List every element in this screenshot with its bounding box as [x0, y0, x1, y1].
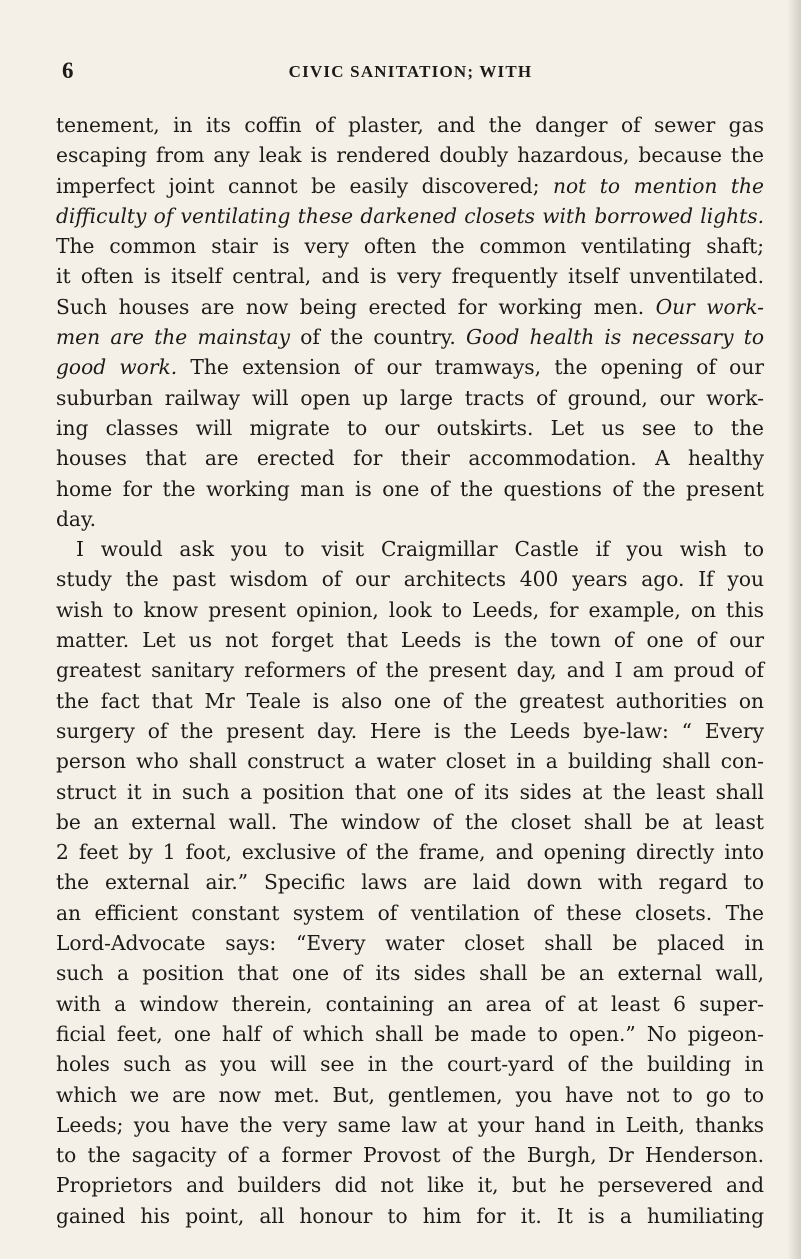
- text-run: surgery of the present day. Here is the Leeds bye-law: “ Every: [56, 718, 764, 743]
- text-line: [56, 867, 764, 897]
- text-line: [56, 1140, 764, 1170]
- text-line: [56, 686, 764, 716]
- text-line: [56, 110, 764, 140]
- text-line: [56, 807, 764, 837]
- text-line: [56, 777, 764, 807]
- text-run: Proprietors and builders did not like it, but he persevered and: [56, 1173, 764, 1198]
- text-line: [56, 534, 764, 564]
- text-run: escaping from any leak is rendered doubly hazardous, because the: [56, 143, 764, 168]
- body-text: [56, 110, 764, 1231]
- text-run: Such houses are now being erected for working men.: [56, 294, 656, 319]
- text-line: [56, 1080, 764, 1110]
- text-run: day.: [56, 506, 97, 531]
- text-line: [56, 231, 764, 261]
- text-line: [56, 140, 764, 170]
- text-run: the fact that Mr Teale is also one of the greatest authorities on: [56, 688, 764, 713]
- text-line: [56, 474, 764, 504]
- text-run: person who shall construct a water closet in a building shall con-: [56, 749, 764, 774]
- text-line: [56, 989, 764, 1019]
- text-run: The extension of our tramways, the opening of our: [177, 355, 764, 380]
- italic-run: Good health is necessary to: [466, 325, 764, 350]
- text-line: [56, 352, 764, 382]
- text-run: struct it in such a position that one of its sides at the least shall: [56, 779, 764, 804]
- italic-run: not to mention the: [553, 173, 764, 198]
- text-line: [56, 1019, 764, 1049]
- text-run: to the sagacity of a former Provost of the Burgh, Dr Henderson.: [56, 1143, 764, 1168]
- text-run: Leeds; you have the very same law at your hand in Leith, thanks: [56, 1112, 764, 1137]
- text-run: ficial feet, one half of which shall be made to open.” No pigeon-: [56, 1021, 764, 1046]
- page-number: 6: [62, 58, 74, 83]
- text-run: the external air.” Specific laws are laid down with regard to: [56, 870, 764, 895]
- text-run: study the past wisdom of our architects 400 years ago. If you: [56, 567, 764, 592]
- italic-run: men are the mainstay: [56, 325, 291, 350]
- text-run: The common stair is very often the common ventilating shaft;: [56, 234, 764, 259]
- text-run: I would ask you to visit Craigmillar Castle if you wish to: [76, 537, 764, 562]
- text-line: [56, 928, 764, 958]
- text-line: [56, 1110, 764, 1140]
- text-line: [56, 595, 764, 625]
- text-run: wish to know present opinion, look to Leeds, for example, on this: [56, 597, 764, 622]
- text-line: [56, 746, 764, 776]
- text-line: [56, 261, 764, 291]
- text-run: imperfect joint cannot be easily discovered;: [56, 173, 554, 198]
- text-line: [56, 322, 764, 352]
- text-run: 2 feet by 1 foot, exclusive of the frame, and opening directly into: [56, 840, 764, 865]
- text-run: matter. Let us not forget that Leeds is the town of one of our: [56, 628, 764, 653]
- text-run: Lord-Advocate says: “Every water closet shall be placed in: [56, 931, 764, 956]
- text-line: [56, 958, 764, 988]
- text-run: with a window therein, containing an area of at least 6 super-: [56, 991, 764, 1016]
- text-run: of the country.: [290, 325, 467, 350]
- text-run: tenement, in its coffin of plaster, and the danger of sewer gas: [56, 113, 764, 137]
- text-run: gained his point, all honour to him for it. It is a humiliating: [56, 1203, 764, 1228]
- text-run: it often is itself central, and is very frequently itself unventilated.: [56, 264, 764, 289]
- text-line: [56, 443, 764, 473]
- text-run: an efficient constant system of ventilation of these closets. The: [56, 900, 764, 925]
- italic-run: difficulty of ventilating these darkened closets with borrowed lights.: [56, 203, 764, 228]
- text-run: which we are now met. But, gentlemen, you have not to go to: [56, 1082, 764, 1107]
- text-line: [56, 292, 764, 322]
- text-line: [56, 837, 764, 867]
- text-line: [56, 201, 764, 231]
- text-run: ing classes will migrate to our outskirts. Let us see to the: [56, 415, 764, 440]
- text-line: [56, 413, 764, 443]
- text-run: houses that are erected for their accommodation. A healthy: [56, 446, 764, 471]
- text-run: such a position that one of its sides shall be an external wall,: [56, 961, 764, 986]
- text-line: [56, 716, 764, 746]
- italic-run: good work.: [56, 355, 178, 380]
- text-run: home for the working man is one of the questions of the present: [56, 476, 764, 501]
- text-run: holes such as you will see in the court-yard of the building in: [56, 1052, 764, 1077]
- text-run: suburban railway will open up large tracts of ground, our work-: [56, 385, 764, 410]
- text-run: be an external wall. The window of the closet shall be at least: [56, 809, 764, 834]
- text-run: greatest sanitary reformers of the present day, and I am proud of: [56, 658, 764, 683]
- text-line: [56, 564, 764, 594]
- text-line: [56, 1170, 764, 1200]
- text-line: [56, 383, 764, 413]
- text-line: [56, 898, 764, 928]
- italic-run: Our work-: [655, 294, 764, 319]
- page-header: [58, 50, 763, 90]
- running-head: CIVIC SANITATION; WITH: [288, 62, 533, 81]
- text-line: [56, 625, 764, 655]
- text-line: [56, 1049, 764, 1079]
- text-line: [56, 504, 764, 534]
- text-line: [56, 171, 764, 201]
- text-line: [56, 1201, 764, 1231]
- text-line: [56, 655, 764, 685]
